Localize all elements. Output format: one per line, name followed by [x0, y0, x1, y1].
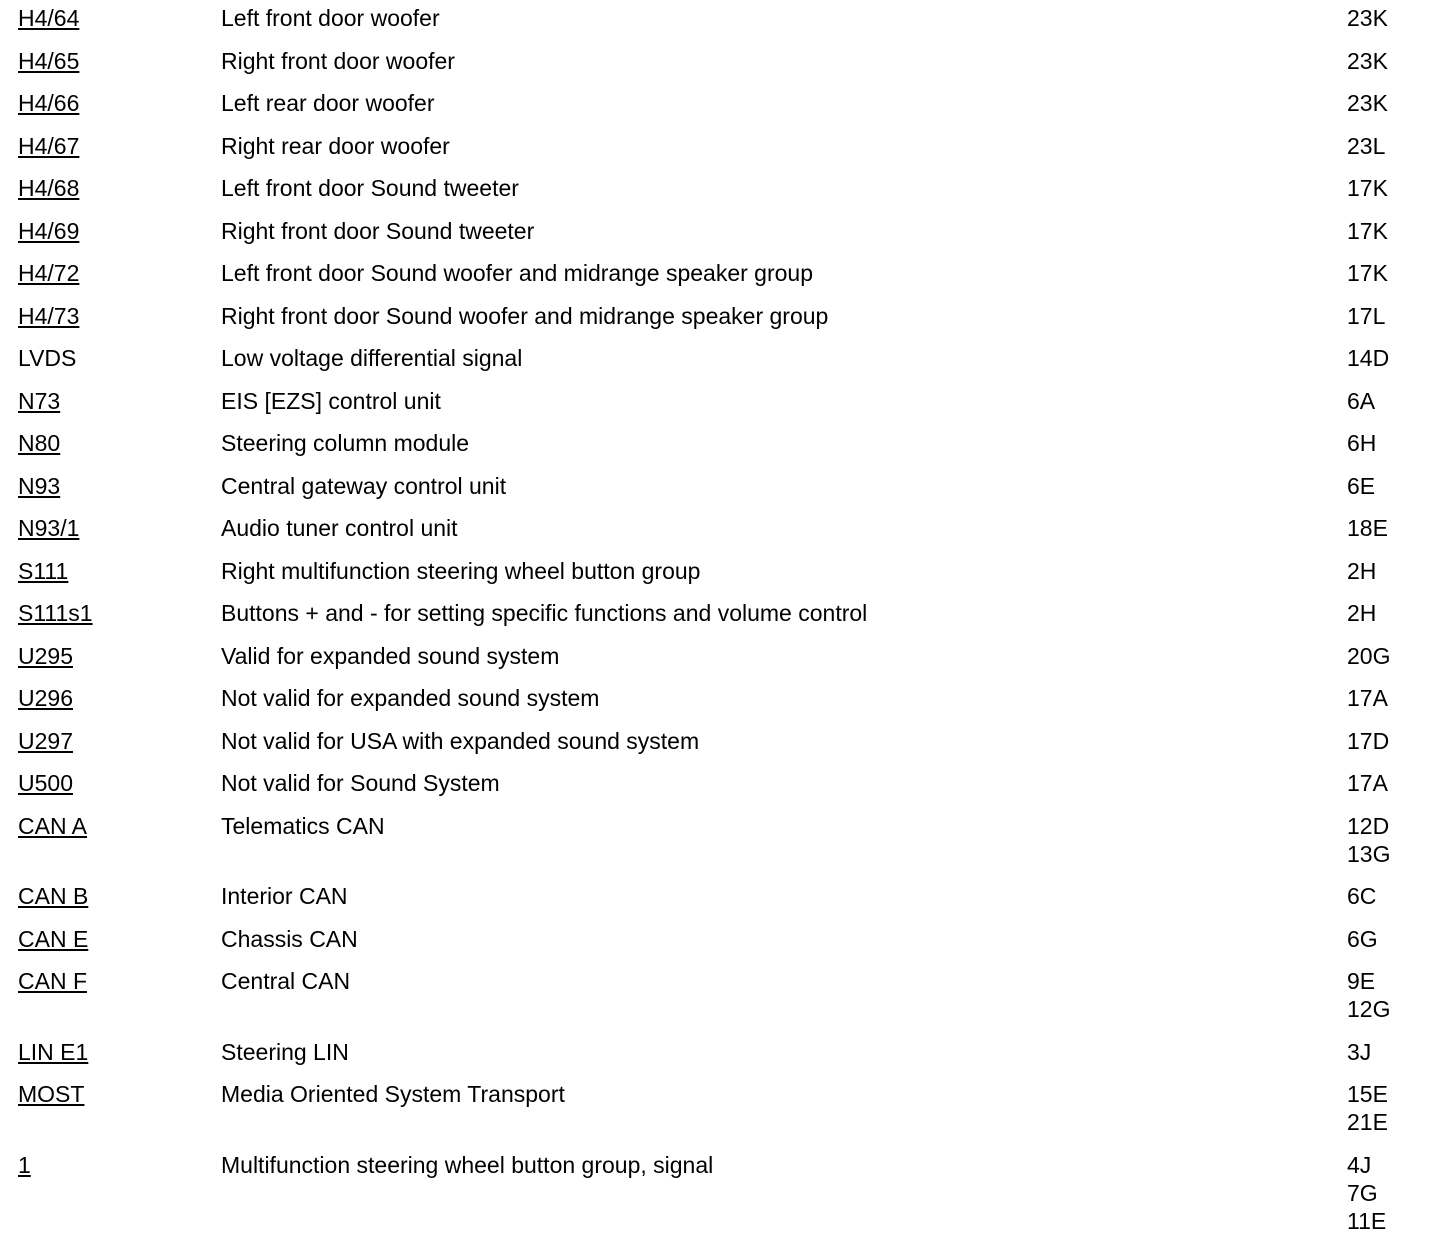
grid-reference-list [1347, 259, 1388, 287]
grid-reference: 17K [1347, 260, 1388, 286]
grid-reference: 17L [1347, 302, 1386, 329]
grid-reference-list [1347, 47, 1388, 75]
component-code: LVDS [18, 345, 77, 371]
component-description: Steering column module [221, 430, 470, 456]
grid-reference: 21E [1347, 1109, 1388, 1135]
grid-reference-list [1347, 684, 1388, 712]
component-description: Right rear door woofer [221, 132, 450, 159]
grid-reference-list [1347, 967, 1390, 1023]
grid-reference-list [1347, 642, 1390, 670]
component-code-link[interactable]: U297 [18, 727, 73, 754]
grid-reference-list [1347, 429, 1376, 457]
component-code-link[interactable]: N93 [18, 472, 61, 499]
grid-reference-list [1347, 882, 1376, 910]
grid-reference-list [1347, 302, 1385, 330]
component-description: Audio tuner control unit [221, 515, 458, 541]
component-code-link[interactable]: 1 [18, 1151, 31, 1178]
component-description: Interior CAN [221, 883, 348, 909]
grid-reference: 4J [1347, 1151, 1372, 1178]
component-description: Buttons + and - for setting specific functions and volume control [221, 600, 868, 626]
component-code-link[interactable]: CAN F [18, 968, 87, 994]
component-code-link[interactable]: H4/65 [18, 47, 80, 74]
grid-reference-list [1347, 1151, 1386, 1235]
grid-reference-list [1347, 387, 1375, 415]
grid-reference: 17A [1347, 685, 1388, 711]
component-code-link[interactable]: CAN B [18, 883, 89, 909]
grid-reference: 14D [1347, 345, 1390, 371]
component-description: Not valid for USA with expanded sound system [221, 727, 700, 754]
grid-reference-list [1347, 132, 1385, 160]
component-code-link[interactable]: H4/73 [18, 302, 80, 329]
component-code-link[interactable]: U295 [18, 642, 73, 669]
component-code-link[interactable]: U500 [18, 770, 73, 796]
grid-reference-list [1347, 812, 1390, 868]
grid-reference: 13G [1347, 840, 1391, 867]
grid-reference: 17K [1347, 217, 1388, 244]
grid-reference: 20G [1347, 642, 1391, 669]
grid-reference: 17A [1347, 770, 1388, 796]
component-description: Not valid for Sound System [221, 770, 500, 796]
component-code-link[interactable]: CAN A [18, 812, 88, 839]
grid-reference-list [1347, 217, 1388, 245]
grid-reference: 23K [1347, 90, 1388, 116]
component-code-link[interactable]: LIN E1 [18, 1038, 89, 1065]
component-code-link[interactable]: N93/1 [18, 515, 80, 541]
component-description: Left front door Sound woofer and midrange speaker group [221, 260, 813, 286]
component-code-link[interactable]: MOST [18, 1081, 85, 1107]
component-code-link[interactable]: H4/66 [18, 90, 80, 116]
component-code-link[interactable]: S111s1 [18, 600, 93, 626]
component-description: Right front door Sound tweeter [221, 217, 535, 244]
grid-reference: 9E [1347, 968, 1376, 994]
component-code-link[interactable]: S111 [18, 557, 69, 584]
grid-reference: 15E [1347, 1081, 1388, 1107]
grid-reference: 18E [1347, 515, 1388, 541]
grid-reference-list [1347, 344, 1389, 372]
grid-reference: 7G [1347, 1179, 1378, 1206]
component-description: Left front door woofer [221, 5, 440, 31]
grid-reference-list [1347, 472, 1375, 500]
component-code-link[interactable]: U296 [18, 685, 73, 711]
grid-reference: 12D [1347, 812, 1390, 839]
component-description: Right multifunction steering wheel button group [221, 557, 701, 584]
component-code-link[interactable]: H4/68 [18, 175, 80, 201]
component-description: Multifunction steering wheel button group, signal [221, 1151, 714, 1178]
grid-reference: 11E [1347, 1207, 1387, 1234]
component-description: Central CAN [221, 968, 351, 994]
component-description: Media Oriented System Transport [221, 1081, 565, 1107]
component-code-link[interactable]: CAN E [18, 925, 89, 952]
component-code-link[interactable]: H4/69 [18, 217, 80, 244]
grid-reference: 6H [1347, 430, 1377, 456]
grid-reference: 23L [1347, 132, 1386, 159]
component-code-link[interactable]: N73 [18, 387, 61, 414]
component-code-link[interactable]: H4/67 [18, 132, 80, 159]
component-description: Not valid for expanded sound system [221, 685, 600, 711]
grid-reference-list [1347, 514, 1388, 542]
component-description: Left rear door woofer [221, 90, 435, 116]
component-description: Central gateway control unit [221, 472, 507, 499]
component-description: Valid for expanded sound system [221, 642, 560, 669]
grid-reference: 2H [1347, 600, 1377, 626]
component-description: Steering LIN [221, 1038, 349, 1065]
component-code-link[interactable]: H4/64 [18, 5, 80, 31]
grid-reference-list [1347, 769, 1388, 797]
component-code-link[interactable]: N80 [18, 430, 61, 456]
component-description: Right front door woofer [221, 47, 455, 74]
grid-reference-list [1347, 1038, 1371, 1066]
component-description: EIS [EZS] control unit [221, 387, 441, 414]
grid-reference: 3J [1347, 1038, 1372, 1065]
grid-reference-list [1347, 174, 1388, 202]
grid-reference: 6A [1347, 387, 1376, 414]
grid-reference: 6E [1347, 472, 1376, 499]
component-description: Left front door Sound tweeter [221, 175, 519, 201]
grid-reference-list [1347, 557, 1376, 585]
grid-reference-list [1347, 1080, 1388, 1136]
component-description: Right front door Sound woofer and midrange speaker group [221, 302, 829, 329]
grid-reference: 23K [1347, 47, 1388, 74]
grid-reference-list [1347, 4, 1388, 32]
grid-reference-list [1347, 727, 1389, 755]
grid-reference: 6C [1347, 883, 1377, 909]
grid-reference: 2H [1347, 557, 1377, 584]
grid-reference: 17K [1347, 175, 1388, 201]
component-description: Chassis CAN [221, 925, 358, 952]
component-description: Low voltage differential signal [221, 345, 523, 371]
component-description: Telematics CAN [221, 812, 385, 839]
grid-reference-list [1347, 925, 1378, 953]
grid-reference-list [1347, 89, 1388, 117]
component-code-link[interactable]: H4/72 [18, 260, 80, 286]
grid-reference-list [1347, 599, 1376, 627]
grid-reference: 23K [1347, 5, 1388, 31]
grid-reference: 6G [1347, 925, 1378, 952]
grid-reference: 12G [1347, 996, 1391, 1022]
grid-reference: 17D [1347, 727, 1390, 754]
